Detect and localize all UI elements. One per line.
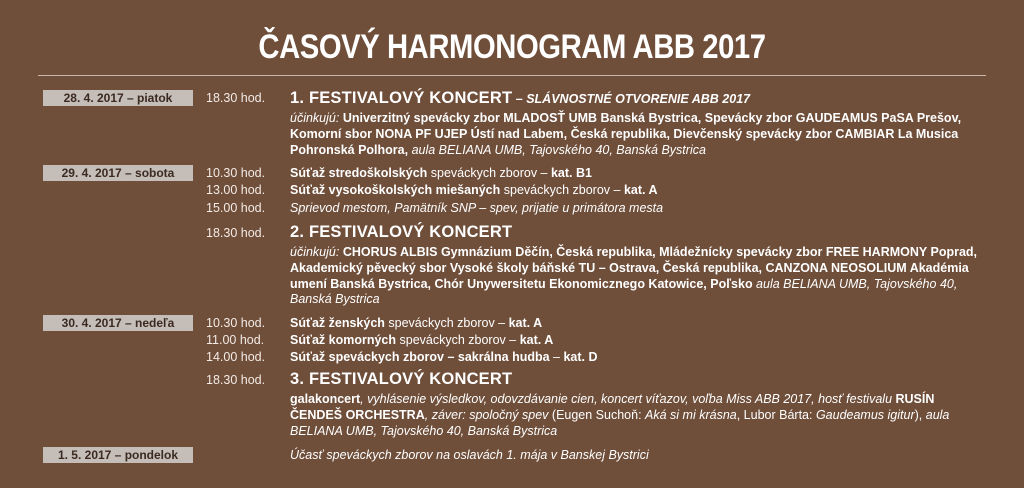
event-title: Súťaž speváckych zborov – sakrálna hudba — [290, 350, 550, 364]
event-sat-1 — [290, 165, 990, 182]
song-credit: ), — [914, 407, 923, 422]
day-label-saturday: 29. 4. 2017 – sobota — [43, 165, 193, 181]
gala-label: galakoncert — [290, 392, 361, 406]
concert-1-performers — [290, 111, 980, 158]
day-label-sunday: 30. 4. 2017 – nedeľa — [43, 315, 193, 331]
performers-list: Univerzitný spevácky zbor MLADOSŤ UMB Banská Bystrica, Spevácky zbor GAUDEAMUS PaSA Prešov, Komorní sbor NONA PF UJEP Ústí nad Labem, Česká republika, Dievčenský spevácky zbor CAMBIAR La Musica Pohronská Polhora, — [290, 111, 962, 157]
event-category: kat. B1 — [550, 166, 592, 180]
concert-2-heading: 2. FESTIVALOVÝ KONCERT — [290, 223, 513, 241]
concert-3-description — [290, 392, 980, 439]
gala-text-2: , záver: spoločný spev — [424, 407, 552, 422]
time-sat-3: 15.00 hod. — [206, 201, 266, 215]
concert-1-subtitle: SLÁVNOSTNÉ OTVORENIE ABB 2017 — [526, 92, 751, 106]
song-title: Aká si mi krásna — [645, 407, 737, 422]
time-c2: 18.30 hod. — [206, 226, 266, 240]
event-category: kat. D — [563, 350, 598, 364]
venue: aula BELIANA UMB, Tajovského 40, Banská Bystrica — [290, 407, 950, 438]
event-category: kat. A — [623, 183, 658, 197]
time-c3: 18.30 hod. — [206, 373, 266, 387]
event-title: Súťaž ženských — [290, 316, 385, 330]
event-sun-3 — [290, 349, 990, 366]
event-text: speváckych zborov – — [500, 183, 624, 197]
event-sun-1 — [290, 315, 990, 332]
day-label-friday: 28. 4. 2017 – piatok — [43, 90, 193, 106]
event-text: speváckych zborov – — [384, 316, 509, 330]
time-sun-3: 14.00 hod. — [206, 350, 266, 364]
event-sat-2 — [290, 182, 990, 199]
song-credit: , Lubor Bárta: — [736, 407, 816, 422]
gala-text: , vyhlásenie výsledkov, odovzdávanie cien, koncert víťazov, voľba Miss ABB 2017, hosť festivalu — [360, 392, 896, 406]
ucinkuju-label: účinkujú: — [290, 245, 343, 259]
event-title: Súťaž komorných — [290, 333, 397, 347]
title-divider — [38, 75, 986, 76]
ucinkuju-label: účinkujú: — [290, 111, 343, 125]
time-sun-1: 10.30 hod. — [206, 316, 266, 330]
time-sun-2: 11.00 hod. — [206, 333, 265, 347]
event-text: speváckych zborov – — [427, 166, 551, 180]
performers-list: CHORUS ALBIS Gymnázium Děčín, Česká republika, Mládežnícky spevácky zbor FREE HARMONY Poprad, Akademický pěvecký sbor Vysoké školy báňské TU – Ostrava, Česká republika, CANZONA NEOSOLIUM Akadémia umení Banská Bystrica, Chór Unywersitetu Ekonomicznego Katowice, Poľsko — [290, 245, 978, 291]
event-category: kat. A — [508, 316, 543, 330]
concert-2-performers — [290, 245, 980, 308]
concert-1-title: 1. FESTIVALOVÝ KONCERT — [290, 89, 513, 107]
event-text: – — [549, 350, 564, 364]
time-c1: 18.30 hod. — [206, 91, 266, 105]
song-credit: (Eugen Suchoň: — [551, 407, 646, 422]
event-title: Súťaž vysokoškolských miešaných — [290, 183, 501, 197]
venue: aula BELIANA UMB, Tajovského 40, Banská Bystrica — [290, 276, 958, 307]
festival-guest: RUSÍN ČENDEŠ ORCHESTRA — [290, 392, 935, 422]
event-mon-1 — [290, 447, 990, 464]
song-title: Gaudeamus igitur — [815, 407, 915, 422]
event-category: kat. A — [519, 333, 554, 347]
event-sun-2 — [290, 332, 990, 349]
page-title: ČASOVÝ HARMONOGRAM ABB 2017 — [258, 28, 766, 66]
day-label-monday: 1. 5. 2017 – pondelok — [43, 447, 193, 463]
event-text: speváckych zborov – — [396, 333, 520, 347]
event-sat-3 — [290, 200, 990, 217]
concert-1-dash: – — [512, 92, 527, 106]
time-sat-2: 13.00 hod. — [206, 183, 266, 197]
concert-1-heading — [290, 88, 750, 109]
venue: aula BELIANA UMB, Tajovského 40, Banská Bystrica — [408, 142, 706, 157]
event-text: Účasť speváckych zborov na oslavách 1. mája v Banskej Bystrici — [290, 448, 649, 462]
event-text: Sprievod mestom, Pamätník SNP – spev, prijatie u primátora mesta — [290, 201, 664, 215]
time-sat-1: 10.30 hod. — [206, 166, 266, 180]
concert-3-heading: 3. FESTIVALOVÝ KONCERT — [290, 370, 513, 388]
event-title: Súťaž stredoškolských — [290, 166, 428, 180]
